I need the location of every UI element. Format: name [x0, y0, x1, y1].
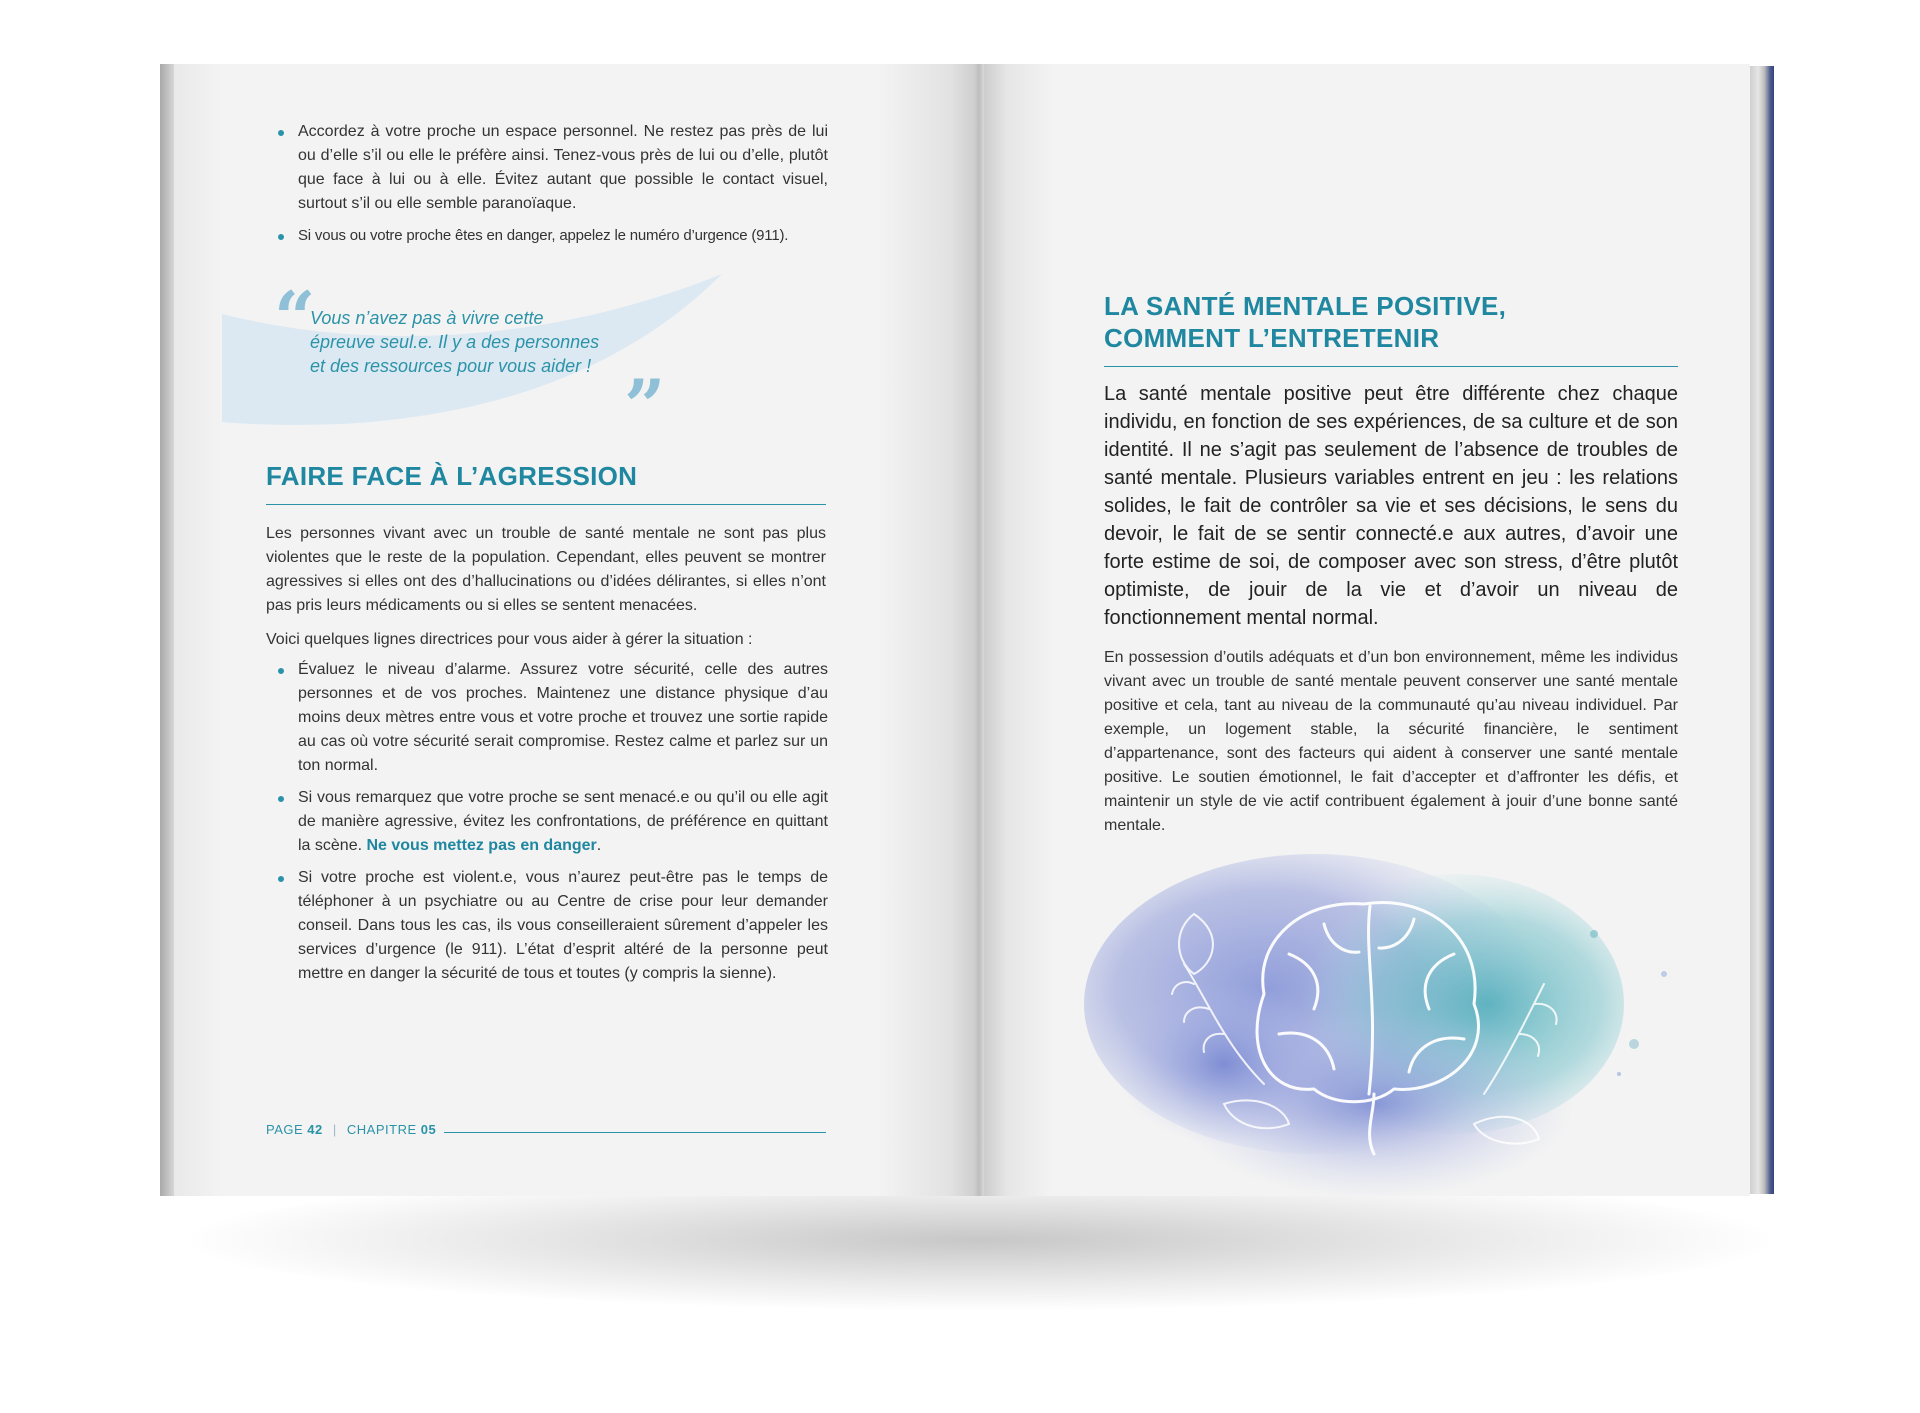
bullet-icon: [278, 796, 284, 802]
bullet-text: Si vous ou votre proche êtes en danger, appelez le numéro d’urgence (911).: [298, 227, 789, 244]
footer-rule: [444, 1132, 826, 1133]
list-item: [266, 786, 828, 858]
bullet-text: Si vous remarquez que votre proche se sent menacé.e ou qu’il ou elle agit de manière agressive, évitez les confrontations, de préférence en quittant la scène.: [298, 789, 828, 854]
chapter-label: CHAPITRE: [346, 1122, 417, 1137]
heading-line-2: COMMENT L’ENTRETENIR: [1104, 323, 1440, 353]
page-footer: [266, 1122, 826, 1142]
heading-rule: [266, 504, 826, 505]
close-quote-icon: ”: [624, 363, 666, 448]
bullet-icon: [278, 876, 284, 882]
pull-quote: [222, 274, 742, 448]
body-paragraph: En possession d’outils adéquats et d’un bon environnement, même les individus vivant avec un trouble de santé mentale peuvent conserver une santé mentale positive et cela, tant au niveau de la communauté qu’au niveau individuel. Par exemple, un logement stable, la sécurité financière, le sentiment d’appartenance, sont des facteurs qui aident à conserver une santé mentale positive. Le soutien émotionnel, le fait d’accepter et d’affronter les défis, et maintenir un style de vie actif contribuent également à jouir d’une bonne santé mentale.: [1104, 649, 1678, 834]
list-item: [266, 866, 828, 986]
list-item: [266, 120, 828, 216]
list-item: [266, 224, 828, 248]
page-label: PAGE: [266, 1122, 304, 1137]
intro-paragraph: Les personnes vivant avec un trouble de santé mentale ne sont pas plus violentes que le reste de la population. Cependant, elles peuvent se montrer agressives si elles ont des d’hallucinations ou d’idées délirantes, si elles n’ont pas pris leurs médicaments ou si elles se sentent menacées.: [266, 525, 826, 614]
bullet-icon: [278, 130, 284, 136]
left-page: [174, 64, 974, 1196]
danger-warning-link[interactable]: Ne vous mettez pas en danger: [366, 837, 597, 854]
guidelines-intro: Voici quelques lignes directrices pour vous aider à gérer la situation :: [266, 631, 753, 648]
bullet-icon: [278, 668, 284, 674]
open-quote-icon: “: [274, 275, 316, 360]
bullet-text-end: .: [596, 837, 602, 854]
bullet-text: Si votre proche est violent.e, vous n’aurez peut-être pas le temps de téléphoner à un psychiatre ou au Centre de crise pour leur demander conseil. Dans tous les cas, ils vous conseilleraient sûrement d’appeler les services d’urgence (le 911). L’état d’esprit altéré de la personne peut mettre en danger la sécurité de tous et toutes (y compris la sienne).: [298, 869, 828, 982]
quote-text: Vous n’avez pas à vivre cette épreuve seul.e. Il y a des personnes et des ressources pour vous aider !: [310, 308, 600, 376]
heading-rule: [1104, 366, 1678, 367]
heading-line-1: LA SANTÉ MENTALE POSITIVE,: [1104, 291, 1507, 321]
bullet-text: Évaluez le niveau d’alarme. Assurez votre sécurité, celle des autres personnes et de vos proches. Maintenez une distance physique d’au moins deux mètres entre vous et votre proche et trouvez une sortie rapide au cas où votre sécurité serait compromise. Restez calme et parlez sur un ton normal.: [298, 661, 828, 774]
open-booklet: [160, 64, 1800, 1196]
footer-separator: |: [332, 1122, 337, 1137]
top-bullet-list: [266, 120, 828, 256]
section-heading: FAIRE FACE À L’AGRESSION: [266, 461, 638, 491]
section-heading: [1104, 290, 1704, 354]
bullet-icon: [278, 234, 284, 240]
page-number: 42: [307, 1122, 323, 1137]
guidelines-list: [266, 658, 828, 994]
book-gutter: [974, 64, 984, 1196]
left-page-edge: [160, 64, 174, 1196]
list-item: [266, 658, 828, 778]
right-page: [984, 64, 1750, 1196]
chapter-number: 05: [420, 1122, 437, 1137]
lead-paragraph: La santé mentale positive peut être différente chez chaque individu, en fonction de ses expériences, de sa culture et de son identité. Il ne s’agit pas seulement de l’absence de troubles de santé mentale. Plusieurs variables entrent en jeu : les relations solides, le fait de contrôler sa vie et ses décisions, le sens du devoir, le fait de se sentir connecté.e aux autres, d’avoir une forte estime de soi, de composer avec son stress, d’être plutôt optimiste, de jouir de la vie et d’avoir un niveau de fonctionnement mental normal.: [1104, 383, 1678, 629]
right-page-edge: [1750, 66, 1774, 1194]
brain-watercolor-icon: [1074, 844, 1694, 1196]
bullet-text: Accordez à votre proche un espace personnel. Ne restez pas près de lui ou d’elle s’il ou elle le préfère ainsi. Tenez-vous près de lui ou d’elle, plutôt que face à lui ou à elle. Évitez autant que possible le contact visuel, surtout s’il ou elle semble paranoïaque.: [298, 123, 828, 212]
